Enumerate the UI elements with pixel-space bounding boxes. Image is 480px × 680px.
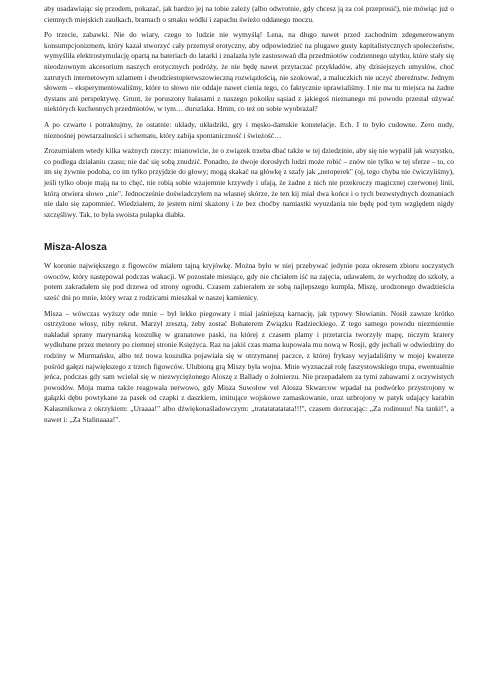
paragraph: aby usadawiając się przodem, pokazać, jak bardzo jej na tobie zależy (albo odwrotnie, gdy chcesz ją za coś przeprosić), nie mówiąc już o ciemnych miejskich zaułkach, bramach o smaku wódki i zapachu świeżo oddanego moczu. bbox=[44, 4, 454, 24]
section-heading: Misza-Alosza bbox=[44, 242, 107, 254]
paragraph: Po trzecie, zabawki. Nie do wiary, czego to ludzie nie wymyślą! Lena, na długo nawet przed zachodnim zdegenerowanym konsumpcjonizmem, który kazał stworzyć cały przemysł erotyczny, aby odpowiedzieć na plugawe gusty kapitalistycznych społeczeństw, wymyśliła elektrostymulację opartą na bateriach do latarki i znalazła tyle zastosowań dla przedmiotów codziennego użytku, które stały się nieodzownym akcesorium naszych erotycznych podróży, że nie będę nawet przytaczać przykładów, aby dzisiejszych umysłów, choć zatrutych internetowym szlamem i dwudziestopierwszowieczną rozwiązłością, nie szokować, a maluczkich nie uczyć zbereźnstw. Jednym słowem – eksperymentowaliśmy, które to słowo nie oddaje nawet cienia tego, co faktycznie uprawialiśmy. I nie ma tu miejsca na żadne dystans ani perspektywę. Grunt, że poruszony hałasami z naszego pokoiku sąsiad z jakiegoś nieznanego mi powodu przestał używać niektórych kuchennych przedmiotów, w tym… durszlaka. Hmm, co też on sobie wyobrażał? bbox=[44, 30, 454, 114]
paragraph: A po czwarte i potraktujmy, że ostatnie: układy, układziki, gry i męsko-damskie konstelacje. Ech. I to było cudowne. Zero nudy, nieznośnej powtarzalności i schematu, który zabija spontaniczność i świeżość… bbox=[44, 119, 454, 140]
paragraph: Misza – wówczas wyższy ode mnie – był lekko piegowaty i miał jaśniejszą karnację, jak typowy Słowianin. Nosił zawsze krótko ostrzyżone włosy, niby rekrut. Marzył zresztą, żeby zostać Bohaterem Związku Radzieckiego. Z tego samego powodu niezmiennie nakładał sprany marynarską koszulkę w granatowe paski, na której z czasem plamy i przetarcia tworzyły mapę, niczym kratery wydłubane przez meteory po ciemnej stronie Księżyca. Raz na jakiś czas mama kupowała mu nową w Rosji, gdy jechali w odwiedziny do rodziny w Murmańsku, albo też nowa koszulka pojawiała się w otrzymanej paczce, z której frykasy wyjadaliśmy w mojej kwaterze pośród gałęzi największego z trzech figowców. Ulubioną grą Miszy była wojna. Mnie wyznaczał rolę faszystowskiego trupa, ewentualnie jeńca, podczas gdy sam wcielał się w niezwyciężonego Aloszę z Ballady o żołnierzu. Nie przepadałem za tymi zabawami z oczywistych powodów. Moja mama także reagowała nerwowo, gdy Misza Suwołow vel Alosza Skwarcow wpadał na podwórko przystrojony w gałązki dębu powtykane za pasek od czapki z daszkiem, imitujące wojskowe zamaskowanie, oraz uzbrojony w patyk udający karabin Kałasznikowa z okrzykiem: „Uraaaa!" albo dźwiękonaśladowczym: „tratatatatatata!!!", czasem dorzucając: „Za rodinuuu! Na tanki!", a nawet i: „Za Stalinaaaa!". bbox=[44, 308, 454, 424]
paragraph: Zrozumiałem wtedy kilka ważnych rzeczy: mianowicie, że o związek trzeba dbać także w tej dziedzinie, aby się nie wypalił jak wszystko, co podlega działaniu czasu; nie dać się sobą znudzić. Ponadto, że dwoje dorosłych ludzi może robić – znów nie tylko w tej sferze – to, co im się żywnie podoba, co im tylko przyjdzie do głowy; mogą skakać na główkę z szafy jak „netoperek" (oj, tego chyba nie ćwiczyliśmy), jeśli tylko oboje mają na to chęć, nie robią sobie wzajemnie krzywdy i ufają, że żadne z nich nie przekroczy magicznej czerwonej linii, którą otwiera słowo „nie". Jednocześnie doświadczyłem na własnej skórze, że ten kij miał dwa końce i o tych bezwstydnych doznaniach nie dało się zapomnieć. Wiedziałem, że jestem nimi skażony i że bez choćby namiastki wyuzdania nie będę pod tym względem nigdy szczęśliwy. Tak, to była swoista pułapka diabła. bbox=[44, 146, 454, 219]
paragraph: W koronie największego z figowców miałem tajną kryjówkę. Można było w niej przebywać jedynie poza okresem zbioru soczystych owoców, który następował podczas wakacji. W pozostałe miesiące, gdy nie chciałem iść na zajęcia, udawałem, że wychodzę do szkoły, a potem zakradałem się pod drzewa od strony ogrodu. Czasem zabierałem ze sobą najlepszego kumpla, Miszę, urodzonego dwadzieścia sześć dni po mnie, który wraz z rodzicami mieszkał w naszej kamienicy. bbox=[44, 261, 454, 303]
